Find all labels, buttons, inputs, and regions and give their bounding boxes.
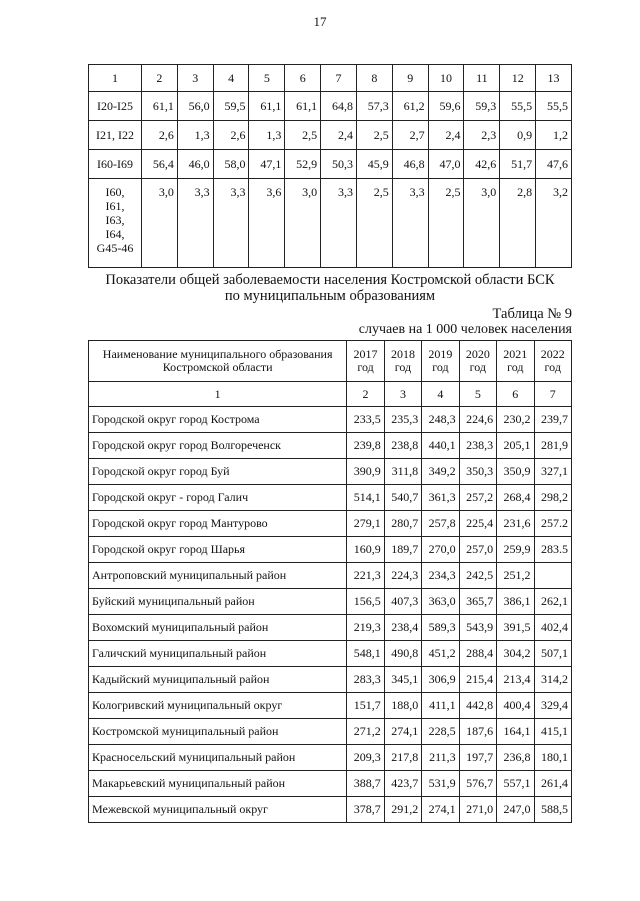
value-cell: 390,9 xyxy=(347,459,384,485)
value-cell: 164,1 xyxy=(497,719,534,745)
table-row xyxy=(89,771,572,797)
value-cell: 2,5 xyxy=(428,179,464,268)
value-cell: 215,4 xyxy=(459,667,496,693)
value-cell: 3,3 xyxy=(177,179,213,268)
table-row xyxy=(89,92,572,121)
value-cell: 61,1 xyxy=(249,92,285,121)
value-cell: 415,1 xyxy=(534,719,572,745)
morbidity-table xyxy=(88,340,572,823)
value-cell: 55,5 xyxy=(500,92,536,121)
value-cell: 239,8 xyxy=(347,433,384,459)
value-cell: 156,5 xyxy=(347,589,384,615)
municipality-name: Городской округ город Буй xyxy=(89,459,347,485)
value-cell: 58,0 xyxy=(213,150,249,179)
value-cell: 59,5 xyxy=(213,92,249,121)
value-cell: 2,4 xyxy=(321,121,357,150)
column-index-cell: 6 xyxy=(497,382,534,407)
municipality-name: Буйский муниципальный район xyxy=(89,589,347,615)
header-cell: 6 xyxy=(285,65,321,92)
value-cell: 151,7 xyxy=(347,693,384,719)
value-cell: 378,7 xyxy=(347,797,384,823)
table-row xyxy=(89,121,572,150)
value-cell: 209,3 xyxy=(347,745,384,771)
municipality-name: Красносельский муниципальный район xyxy=(89,745,347,771)
value-cell: 55,5 xyxy=(536,92,572,121)
value-cell: 1,3 xyxy=(249,121,285,150)
value-cell: 391,5 xyxy=(497,615,534,641)
header-cell: 13 xyxy=(536,65,572,92)
column-index-row xyxy=(89,382,572,407)
table-row xyxy=(89,433,572,459)
row-code: I60-I69 xyxy=(89,150,142,179)
municipality-name: Антроповский муниципальный район xyxy=(89,563,347,589)
value-cell: 261,4 xyxy=(534,771,572,797)
value-cell: 219,3 xyxy=(347,615,384,641)
value-cell: 257.2 xyxy=(534,511,572,537)
value-cell: 242,5 xyxy=(459,563,496,589)
page-number: 17 xyxy=(313,14,327,29)
value-cell: 224,3 xyxy=(384,563,421,589)
value-cell: 2,4 xyxy=(428,121,464,150)
value-cell: 271,0 xyxy=(459,797,496,823)
value-cell: 306,9 xyxy=(422,667,459,693)
value-cell: 160,9 xyxy=(347,537,384,563)
value-cell: 531,9 xyxy=(422,771,459,797)
table-row xyxy=(89,459,572,485)
value-cell: 2,5 xyxy=(356,179,392,268)
value-cell: 262,1 xyxy=(534,589,572,615)
column-index-cell: 3 xyxy=(384,382,421,407)
value-cell: 2,6 xyxy=(142,121,178,150)
value-cell: 507,1 xyxy=(534,641,572,667)
value-cell: 211,3 xyxy=(422,745,459,771)
table-row xyxy=(89,693,572,719)
value-cell: 329,4 xyxy=(534,693,572,719)
table-title xyxy=(88,272,572,304)
column-header-year: 2017 год xyxy=(347,341,384,382)
table-row xyxy=(89,641,572,667)
header-cell: 10 xyxy=(428,65,464,92)
value-cell: 217,8 xyxy=(384,745,421,771)
value-cell: 365,7 xyxy=(459,589,496,615)
value-cell: 230,2 xyxy=(497,407,534,433)
value-cell: 188,0 xyxy=(384,693,421,719)
value-cell: 239,7 xyxy=(534,407,572,433)
value-cell: 61,1 xyxy=(285,92,321,121)
table-row xyxy=(89,511,572,537)
value-cell: 42,6 xyxy=(464,150,500,179)
value-cell: 47,6 xyxy=(536,150,572,179)
value-cell: 56,0 xyxy=(177,92,213,121)
municipality-name: Городской округ город Шарья xyxy=(89,537,347,563)
municipality-name: Костромской муниципальный район xyxy=(89,719,347,745)
value-cell: 543,9 xyxy=(459,615,496,641)
value-cell: 2,3 xyxy=(464,121,500,150)
value-cell: 247,0 xyxy=(497,797,534,823)
table-title-line1: Показатели общей заболеваемости населения Костромской области БСК xyxy=(105,272,555,288)
table-row xyxy=(89,537,572,563)
value-cell: 3,0 xyxy=(464,179,500,268)
row-code: I21, I22 xyxy=(89,121,142,150)
top-table xyxy=(88,64,572,268)
value-cell: 281,9 xyxy=(534,433,572,459)
value-cell xyxy=(534,563,572,589)
value-cell: 61,2 xyxy=(392,92,428,121)
value-cell: 3,0 xyxy=(285,179,321,268)
column-index-cell: 1 xyxy=(89,382,347,407)
header-cell: 9 xyxy=(392,65,428,92)
value-cell: 345,1 xyxy=(384,667,421,693)
table-row xyxy=(89,407,572,433)
value-cell: 2,8 xyxy=(500,179,536,268)
value-cell: 440,1 xyxy=(422,433,459,459)
value-cell: 2,6 xyxy=(213,121,249,150)
main-table-header-row xyxy=(89,341,572,382)
value-cell: 213,4 xyxy=(497,667,534,693)
value-cell: 51,7 xyxy=(500,150,536,179)
value-cell: 388,7 xyxy=(347,771,384,797)
municipality-name: Макарьевский муниципальный район xyxy=(89,771,347,797)
value-cell: 407,3 xyxy=(384,589,421,615)
header-cell: 12 xyxy=(500,65,536,92)
column-header-year: 2022 год xyxy=(534,341,572,382)
value-cell: 361,3 xyxy=(422,485,459,511)
value-cell: 490,8 xyxy=(384,641,421,667)
table-row xyxy=(89,745,572,771)
row-code: I20-I25 xyxy=(89,92,142,121)
table-title-line2: по муниципальным образованиям xyxy=(224,288,436,304)
value-cell: 3,3 xyxy=(321,179,357,268)
value-cell: 3,3 xyxy=(392,179,428,268)
value-cell: 259,9 xyxy=(497,537,534,563)
value-cell: 224,6 xyxy=(459,407,496,433)
value-cell: 540,7 xyxy=(384,485,421,511)
value-cell: 187,6 xyxy=(459,719,496,745)
value-cell: 180,1 xyxy=(534,745,572,771)
value-cell: 3,3 xyxy=(213,179,249,268)
value-cell: 288,4 xyxy=(459,641,496,667)
value-cell: 3,0 xyxy=(142,179,178,268)
value-cell: 52,9 xyxy=(285,150,321,179)
table-row xyxy=(89,485,572,511)
value-cell: 327,1 xyxy=(534,459,572,485)
value-cell: 50,3 xyxy=(321,150,357,179)
value-cell: 59,3 xyxy=(464,92,500,121)
column-index-cell: 7 xyxy=(534,382,572,407)
value-cell: 451,2 xyxy=(422,641,459,667)
value-cell: 205,1 xyxy=(497,433,534,459)
table-number: Таблица № 9 xyxy=(492,306,572,322)
value-cell: 3,2 xyxy=(536,179,572,268)
value-cell: 350,9 xyxy=(497,459,534,485)
column-index-cell: 4 xyxy=(422,382,459,407)
value-cell: 1,3 xyxy=(177,121,213,150)
header-cell: 5 xyxy=(249,65,285,92)
municipality-name: Кадыйский муниципальный район xyxy=(89,667,347,693)
value-cell: 233,5 xyxy=(347,407,384,433)
municipality-name: Городской округ - город Галич xyxy=(89,485,347,511)
table-row xyxy=(89,667,572,693)
value-cell: 47,0 xyxy=(428,150,464,179)
value-cell: 270,0 xyxy=(422,537,459,563)
value-cell: 442,8 xyxy=(459,693,496,719)
value-cell: 234,3 xyxy=(422,563,459,589)
table-unit: случаев на 1 000 человек населения xyxy=(358,322,572,337)
value-cell: 3,6 xyxy=(249,179,285,268)
value-cell: 57,3 xyxy=(356,92,392,121)
value-cell: 61,1 xyxy=(142,92,178,121)
value-cell: 225,4 xyxy=(459,511,496,537)
header-cell: 3 xyxy=(177,65,213,92)
municipality-name: Городской округ город Мантурово xyxy=(89,511,347,537)
value-cell: 0,9 xyxy=(500,121,536,150)
municipality-name: Городской округ город Кострома xyxy=(89,407,347,433)
column-header-year: 2021 год xyxy=(497,341,534,382)
table-row xyxy=(89,719,572,745)
table-row xyxy=(89,179,572,268)
value-cell: 2,7 xyxy=(392,121,428,150)
municipality-name: Кологривский муниципальный округ xyxy=(89,693,347,719)
value-cell: 298,2 xyxy=(534,485,572,511)
header-cell: 2 xyxy=(142,65,178,92)
column-header-name: Наименование муниципального образования Костромской области xyxy=(89,341,347,382)
value-cell: 557,1 xyxy=(497,771,534,797)
value-cell: 349,2 xyxy=(422,459,459,485)
value-cell: 350,3 xyxy=(459,459,496,485)
value-cell: 236,8 xyxy=(497,745,534,771)
value-cell: 221,3 xyxy=(347,563,384,589)
header-cell: 8 xyxy=(356,65,392,92)
value-cell: 283.5 xyxy=(534,537,572,563)
value-cell: 386,1 xyxy=(497,589,534,615)
value-cell: 363,0 xyxy=(422,589,459,615)
value-cell: 589,3 xyxy=(422,615,459,641)
column-header-year: 2020 год xyxy=(459,341,496,382)
value-cell: 274,1 xyxy=(422,797,459,823)
value-cell: 423,7 xyxy=(384,771,421,797)
row-code: I60, I61, I63, I64, G45-46 xyxy=(89,179,142,268)
value-cell: 46,8 xyxy=(392,150,428,179)
value-cell: 271,2 xyxy=(347,719,384,745)
header-cell: 7 xyxy=(321,65,357,92)
value-cell: 257,0 xyxy=(459,537,496,563)
value-cell: 514,1 xyxy=(347,485,384,511)
value-cell: 548,1 xyxy=(347,641,384,667)
value-cell: 238,3 xyxy=(459,433,496,459)
municipality-name: Вохомский муниципальный район xyxy=(89,615,347,641)
column-header-year: 2018 год xyxy=(384,341,421,382)
value-cell: 46,0 xyxy=(177,150,213,179)
value-cell: 402,4 xyxy=(534,615,572,641)
value-cell: 228,5 xyxy=(422,719,459,745)
value-cell: 197,7 xyxy=(459,745,496,771)
column-header-year: 2019 год xyxy=(422,341,459,382)
value-cell: 56,4 xyxy=(142,150,178,179)
value-cell: 1,2 xyxy=(536,121,572,150)
value-cell: 235,3 xyxy=(384,407,421,433)
value-cell: 291,2 xyxy=(384,797,421,823)
header-cell: 4 xyxy=(213,65,249,92)
value-cell: 45,9 xyxy=(356,150,392,179)
value-cell: 238,8 xyxy=(384,433,421,459)
value-cell: 64,8 xyxy=(321,92,357,121)
value-cell: 2,5 xyxy=(356,121,392,150)
column-index-cell: 2 xyxy=(347,382,384,407)
table-row xyxy=(89,797,572,823)
table-row xyxy=(89,615,572,641)
municipality-name: Галичский муниципальный район xyxy=(89,641,347,667)
top-table-header-row xyxy=(89,65,572,92)
municipality-name: Городской округ город Волгореченск xyxy=(89,433,347,459)
value-cell: 268,4 xyxy=(497,485,534,511)
table-row xyxy=(89,589,572,615)
value-cell: 257,2 xyxy=(459,485,496,511)
value-cell: 311,8 xyxy=(384,459,421,485)
value-cell: 274,1 xyxy=(384,719,421,745)
value-cell: 231,6 xyxy=(497,511,534,537)
value-cell: 411,1 xyxy=(422,693,459,719)
value-cell: 257,8 xyxy=(422,511,459,537)
column-index-cell: 5 xyxy=(459,382,496,407)
value-cell: 588,5 xyxy=(534,797,572,823)
value-cell: 189,7 xyxy=(384,537,421,563)
header-cell: 1 xyxy=(89,65,142,92)
value-cell: 2,5 xyxy=(285,121,321,150)
value-cell: 251,2 xyxy=(497,563,534,589)
value-cell: 238,4 xyxy=(384,615,421,641)
table-row xyxy=(89,563,572,589)
value-cell: 47,1 xyxy=(249,150,285,179)
value-cell: 248,3 xyxy=(422,407,459,433)
municipality-name: Межевской муниципальный округ xyxy=(89,797,347,823)
value-cell: 279,1 xyxy=(347,511,384,537)
value-cell: 283,3 xyxy=(347,667,384,693)
value-cell: 400,4 xyxy=(497,693,534,719)
value-cell: 304,2 xyxy=(497,641,534,667)
value-cell: 59,6 xyxy=(428,92,464,121)
table-row xyxy=(89,150,572,179)
value-cell: 576,7 xyxy=(459,771,496,797)
header-cell: 11 xyxy=(464,65,500,92)
value-cell: 280,7 xyxy=(384,511,421,537)
value-cell: 314,2 xyxy=(534,667,572,693)
